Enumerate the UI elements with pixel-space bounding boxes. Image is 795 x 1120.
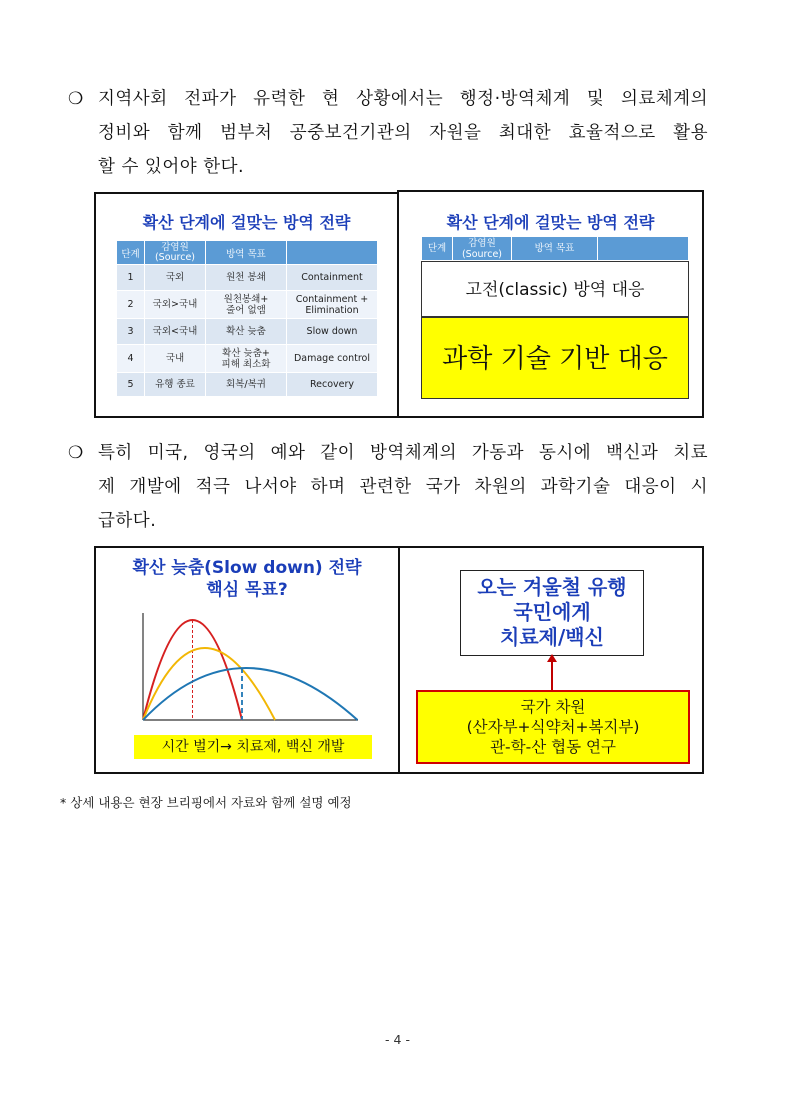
winter-target-box <box>460 570 644 656</box>
table-cell: 4 <box>117 345 145 373</box>
epidemic-curve <box>143 648 275 720</box>
treatment-panel <box>398 546 704 774</box>
slowdown-subtitle: 핵심 목표? <box>206 580 288 600</box>
table-cell: 3 <box>117 319 145 345</box>
epidemic-curves-diagram <box>136 608 362 726</box>
strategy-title: 확산 단계에 걸맞는 방역 전략 <box>446 213 655 232</box>
table-cell: 국외<국내 <box>145 319 206 345</box>
table-cell: Recovery <box>287 373 378 397</box>
table-cell: 확산 늦춤 <box>206 319 287 345</box>
table-cell: Slow down <box>287 319 378 345</box>
strategy-title: 확산 단계에 걸맞는 방역 전략 <box>142 213 351 232</box>
national-line: 국가 차원 <box>520 698 586 716</box>
slowdown-panel <box>94 546 400 774</box>
paragraph-line: 지역사회 전파가 유력한 현 상황에서는 행정·방역체계 및 의료체계의 <box>98 89 708 109</box>
table-cell: Damage control <box>287 345 378 373</box>
table-cell: Containment <box>287 265 378 291</box>
classic-response-box: 고전(classic) 방역 대응 <box>421 261 689 317</box>
strategy-response-panel <box>397 190 704 418</box>
national-line: (산자부+식약처+복지부) <box>466 718 640 736</box>
paragraph-line: 정비와 함께 범부처 공중보건기관의 자원을 최대한 효율적으로 활용 <box>98 123 708 143</box>
national-line: 관-학-산 협동 연구 <box>490 738 616 756</box>
table-cell: 확산 늦춤+ 피해 최소화 <box>206 345 287 373</box>
winter-line: 오는 겨울철 유행 <box>477 575 627 599</box>
header-goal: 방역 목표 <box>206 241 287 265</box>
table-cell: 유행 종료 <box>145 373 206 397</box>
table-cell: 국외>국내 <box>145 291 206 319</box>
table-cell: 5 <box>117 373 145 397</box>
strategy-table <box>116 240 378 397</box>
table-cell: 2 <box>117 291 145 319</box>
table-cell: 국내 <box>145 345 206 373</box>
circle-bullet-icon: ❍ <box>68 89 84 109</box>
table-cell: 1 <box>117 265 145 291</box>
header-blank <box>598 237 689 261</box>
winter-line: 국민에게 <box>513 600 591 624</box>
epidemic-curve <box>143 668 358 720</box>
header-stage: 단계 <box>117 241 145 265</box>
up-arrow-icon <box>542 654 562 692</box>
strategy-table-header <box>421 236 689 261</box>
header-source: 감염원 (Source) <box>453 237 512 261</box>
paragraph-line: 할 수 있어야 한다. <box>98 157 245 177</box>
science-response-box: 과학 기술 기반 대응 <box>421 317 689 399</box>
header-goal: 방역 목표 <box>512 237 598 261</box>
winter-line: 치료제/백신 <box>500 625 604 649</box>
paragraph-line: 제 개발에 적극 나서야 하며 관련한 국가 차원의 과학기술 대응이 시 <box>98 477 708 497</box>
national-research-box <box>416 690 690 764</box>
table-cell: 국외 <box>145 265 206 291</box>
table-cell: 원천 봉쇄 <box>206 265 287 291</box>
strategy-table-panel <box>94 192 399 418</box>
paragraph-line: 특히 미국, 영국의 예와 같이 방역체계의 가동과 동시에 백신과 치료 <box>98 443 708 463</box>
slowdown-caption: 시간 벌기→ 치료제, 백신 개발 <box>134 735 372 759</box>
header-stage: 단계 <box>422 237 453 261</box>
circle-bullet-icon: ❍ <box>68 443 84 463</box>
page-number: - 4 - <box>385 1032 410 1047</box>
header-blank <box>287 241 378 265</box>
table-cell: 원천봉쇄+ 줄어 없앰 <box>206 291 287 319</box>
footnote: * 상세 내용은 현장 브리핑에서 자료와 함께 설명 예정 <box>60 795 352 810</box>
slowdown-title: 확산 늦춤(Slow down) 전략 <box>132 558 362 578</box>
header-source: 감염원 (Source) <box>145 241 206 265</box>
table-cell: Containment + Elimination <box>287 291 378 319</box>
paragraph-line: 급하다. <box>98 511 157 531</box>
table-cell: 회복/복귀 <box>206 373 287 397</box>
